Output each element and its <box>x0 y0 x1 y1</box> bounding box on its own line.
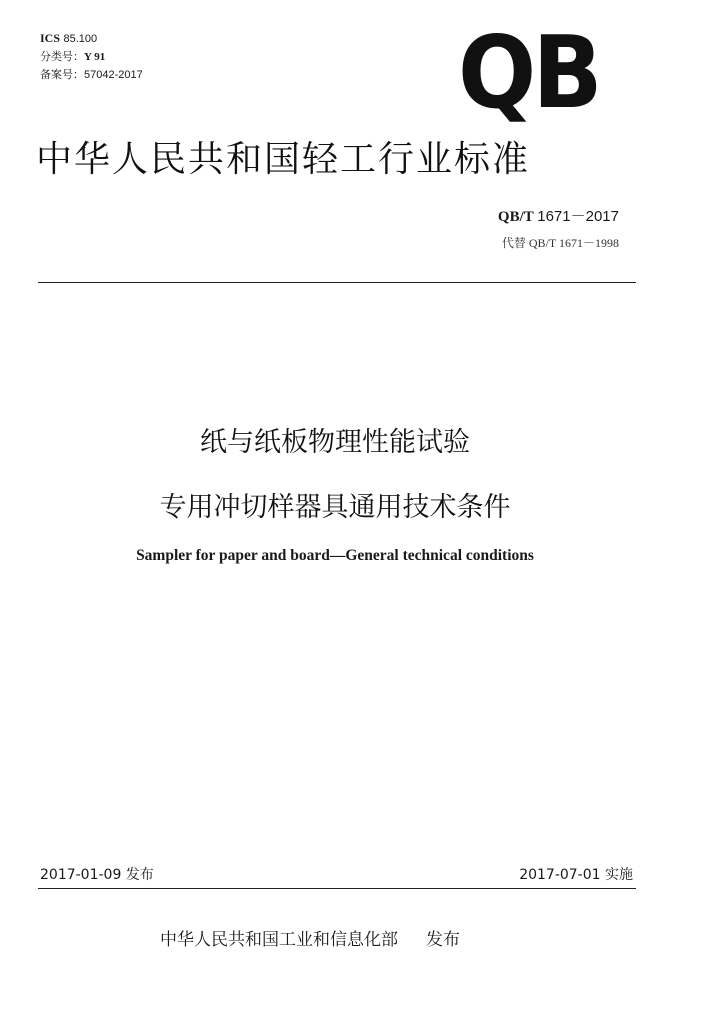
ics-row <box>40 30 143 48</box>
document-title-line-1: 纸与纸板物理性能试验 <box>200 427 470 458</box>
publisher-name: 中华人民共和国工业和信息化部 <box>160 930 398 950</box>
top-divider <box>38 282 636 283</box>
record-value: 57042-2017 <box>84 69 143 81</box>
english-title: Sampler for paper and board—General technical conditions <box>136 547 534 564</box>
publisher <box>160 925 460 950</box>
record-row <box>40 66 143 84</box>
classification-value: Y 91 <box>84 51 106 63</box>
ics-value: 85.100 <box>63 33 98 45</box>
standard-code: 1671－2017 <box>537 208 619 225</box>
qb-logo: QB <box>458 14 599 131</box>
bottom-divider <box>38 888 636 889</box>
classification-row <box>40 48 143 66</box>
replaces-standard: 代替 QB/T 1671－1998 <box>501 236 619 250</box>
document-title-line-2: 专用冲切样器具通用技术条件 <box>159 492 511 523</box>
issue-date: 2017-01-09 发布 <box>40 867 154 883</box>
implementation-date: 2017-07-01 实施 <box>519 867 633 883</box>
classification-label: 分类号： <box>40 50 84 63</box>
ics-label: ICS <box>40 31 61 45</box>
org-title: 中华人民共和国轻工行业标准 <box>36 139 531 180</box>
metadata-block <box>40 30 143 84</box>
standard-prefix: QB/T <box>497 209 534 225</box>
standard-number <box>498 205 619 226</box>
publisher-verb: 发布 <box>426 930 460 950</box>
record-label: 备案号： <box>40 68 84 81</box>
